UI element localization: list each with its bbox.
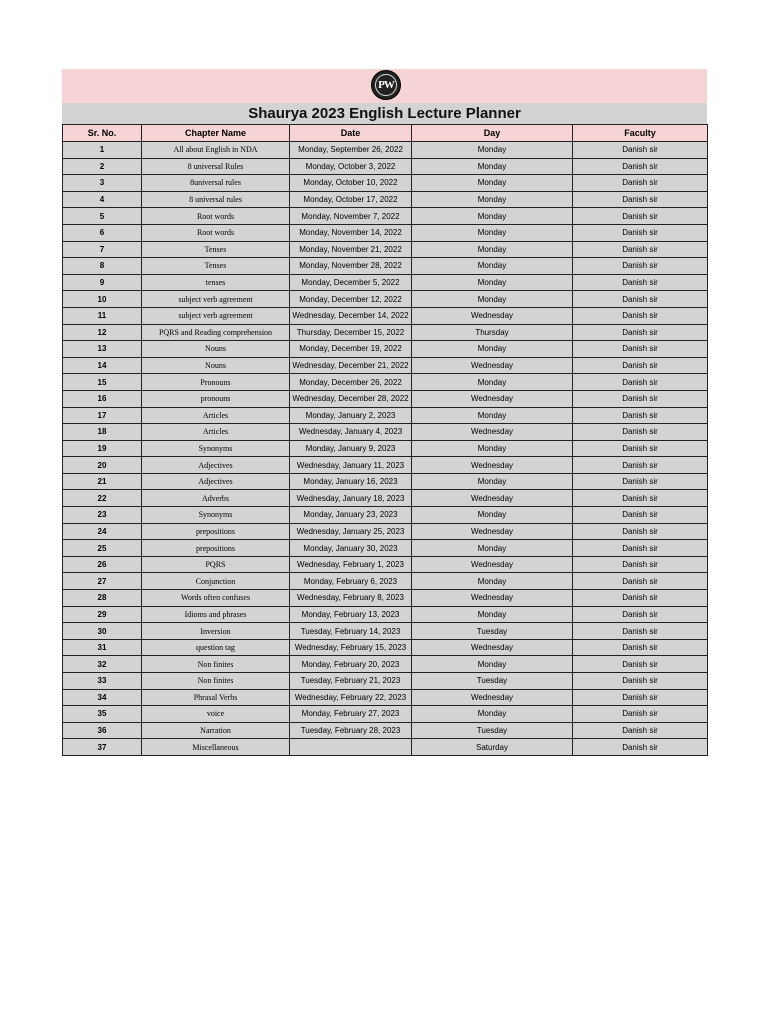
lecture-planner-sheet	[62, 69, 707, 756]
sr-no-cell: 1	[63, 142, 142, 159]
chapter-name-cell: Narration	[142, 722, 290, 739]
day-cell: Tuesday	[412, 623, 573, 640]
table-row	[63, 706, 708, 723]
chapter-name-cell: Articles	[142, 424, 290, 441]
day-cell: Monday	[412, 440, 573, 457]
day-cell: Monday	[412, 158, 573, 175]
table-row	[63, 490, 708, 507]
date-cell: Monday, January 16, 2023	[290, 473, 412, 490]
chapter-name-cell: question tag	[142, 639, 290, 656]
table-row	[63, 673, 708, 690]
chapter-name-cell: Tenses	[142, 241, 290, 258]
sr-no-cell: 9	[63, 274, 142, 291]
chapter-name-cell: Non finites	[142, 673, 290, 690]
faculty-cell: Danish sir	[573, 424, 708, 441]
faculty-cell: Danish sir	[573, 357, 708, 374]
day-cell: Wednesday	[412, 523, 573, 540]
faculty-cell: Danish sir	[573, 208, 708, 225]
table-row	[63, 590, 708, 607]
chapter-name-cell: Phrasal Verbs	[142, 689, 290, 706]
chapter-name-cell: Pronouns	[142, 374, 290, 391]
table-row	[63, 291, 708, 308]
date-cell: Wednesday, January 4, 2023	[290, 424, 412, 441]
table-row	[63, 208, 708, 225]
sr-no-cell: 31	[63, 639, 142, 656]
table-row	[63, 739, 708, 756]
date-cell: Monday, February 13, 2023	[290, 606, 412, 623]
date-cell: Monday, November 14, 2022	[290, 224, 412, 241]
date-cell: Wednesday, December 21, 2022	[290, 357, 412, 374]
sr-no-cell: 8	[63, 258, 142, 275]
date-cell: Monday, December 5, 2022	[290, 274, 412, 291]
chapter-name-cell: 8universal rules	[142, 175, 290, 192]
faculty-cell: Danish sir	[573, 507, 708, 524]
faculty-cell: Danish sir	[573, 142, 708, 159]
table-row	[63, 623, 708, 640]
faculty-cell: Danish sir	[573, 722, 708, 739]
day-cell: Tuesday	[412, 722, 573, 739]
table-row	[63, 158, 708, 175]
chapter-name-cell: 8 universal rules	[142, 191, 290, 208]
sr-no-cell: 26	[63, 556, 142, 573]
faculty-cell: Danish sir	[573, 258, 708, 275]
table-row	[63, 689, 708, 706]
table-row	[63, 374, 708, 391]
sr-no-cell: 6	[63, 224, 142, 241]
table-row	[63, 523, 708, 540]
column-header-sr-no: Sr. No.	[63, 125, 142, 142]
faculty-cell: Danish sir	[573, 224, 708, 241]
sr-no-cell: 23	[63, 507, 142, 524]
chapter-name-cell: Non finites	[142, 656, 290, 673]
chapter-name-cell: PQRS and Reading comprehension	[142, 324, 290, 341]
faculty-cell: Danish sir	[573, 374, 708, 391]
date-cell: Wednesday, February 15, 2023	[290, 639, 412, 656]
faculty-cell: Danish sir	[573, 440, 708, 457]
chapter-name-cell: Idioms and phrases	[142, 606, 290, 623]
day-cell: Wednesday	[412, 457, 573, 474]
faculty-cell: Danish sir	[573, 673, 708, 690]
day-cell: Monday	[412, 473, 573, 490]
date-cell: Wednesday, February 22, 2023	[290, 689, 412, 706]
column-header-chapter-name: Chapter Name	[142, 125, 290, 142]
table-row	[63, 274, 708, 291]
date-cell: Thursday, December 15, 2022	[290, 324, 412, 341]
day-cell: Monday	[412, 241, 573, 258]
faculty-cell: Danish sir	[573, 291, 708, 308]
day-cell: Saturday	[412, 739, 573, 756]
date-cell: Monday, October 10, 2022	[290, 175, 412, 192]
faculty-cell: Danish sir	[573, 175, 708, 192]
lecture-table	[62, 124, 708, 756]
date-cell: Monday, February 6, 2023	[290, 573, 412, 590]
faculty-cell: Danish sir	[573, 656, 708, 673]
day-cell: Monday	[412, 573, 573, 590]
faculty-cell: Danish sir	[573, 158, 708, 175]
sr-no-cell: 19	[63, 440, 142, 457]
table-row	[63, 241, 708, 258]
sr-no-cell: 22	[63, 490, 142, 507]
table-row	[63, 639, 708, 656]
day-cell: Thursday	[412, 324, 573, 341]
table-row	[63, 540, 708, 557]
date-cell: Wednesday, February 8, 2023	[290, 590, 412, 607]
faculty-cell: Danish sir	[573, 191, 708, 208]
chapter-name-cell: Inversion	[142, 623, 290, 640]
chapter-name-cell: 8 universal Rules	[142, 158, 290, 175]
chapter-name-cell: prepositions	[142, 540, 290, 557]
faculty-cell: Danish sir	[573, 307, 708, 324]
faculty-cell: Danish sir	[573, 523, 708, 540]
table-row	[63, 341, 708, 358]
faculty-cell: Danish sir	[573, 573, 708, 590]
date-cell	[290, 739, 412, 756]
day-cell: Monday	[412, 374, 573, 391]
table-row	[63, 573, 708, 590]
table-row	[63, 407, 708, 424]
faculty-cell: Danish sir	[573, 490, 708, 507]
day-cell: Monday	[412, 208, 573, 225]
chapter-name-cell: Root words	[142, 208, 290, 225]
table-row	[63, 440, 708, 457]
chapter-name-cell: Nouns	[142, 357, 290, 374]
chapter-name-cell: Tenses	[142, 258, 290, 275]
table-row	[63, 191, 708, 208]
table-row	[63, 457, 708, 474]
date-cell: Monday, November 7, 2022	[290, 208, 412, 225]
column-header-date: Date	[290, 125, 412, 142]
date-cell: Monday, January 30, 2023	[290, 540, 412, 557]
faculty-cell: Danish sir	[573, 706, 708, 723]
faculty-cell: Danish sir	[573, 341, 708, 358]
day-cell: Wednesday	[412, 424, 573, 441]
sr-no-cell: 3	[63, 175, 142, 192]
sr-no-cell: 35	[63, 706, 142, 723]
date-cell: Wednesday, January 25, 2023	[290, 523, 412, 540]
chapter-name-cell: PQRS	[142, 556, 290, 573]
table-row	[63, 424, 708, 441]
table-row	[63, 473, 708, 490]
sr-no-cell: 25	[63, 540, 142, 557]
date-cell: Monday, November 21, 2022	[290, 241, 412, 258]
sr-no-cell: 32	[63, 656, 142, 673]
date-cell: Wednesday, December 14, 2022	[290, 307, 412, 324]
sr-no-cell: 20	[63, 457, 142, 474]
sr-no-cell: 34	[63, 689, 142, 706]
date-cell: Monday, December 12, 2022	[290, 291, 412, 308]
date-cell: Tuesday, February 14, 2023	[290, 623, 412, 640]
faculty-cell: Danish sir	[573, 407, 708, 424]
day-cell: Monday	[412, 407, 573, 424]
date-cell: Monday, January 9, 2023	[290, 440, 412, 457]
day-cell: Wednesday	[412, 357, 573, 374]
sr-no-cell: 17	[63, 407, 142, 424]
column-header-faculty: Faculty	[573, 125, 708, 142]
sr-no-cell: 11	[63, 307, 142, 324]
day-cell: Monday	[412, 540, 573, 557]
table-row	[63, 556, 708, 573]
day-cell: Monday	[412, 341, 573, 358]
table-row	[63, 142, 708, 159]
day-cell: Wednesday	[412, 689, 573, 706]
sr-no-cell: 30	[63, 623, 142, 640]
faculty-cell: Danish sir	[573, 241, 708, 258]
table-row	[63, 224, 708, 241]
day-cell: Monday	[412, 606, 573, 623]
chapter-name-cell: voice	[142, 706, 290, 723]
date-cell: Monday, January 2, 2023	[290, 407, 412, 424]
faculty-cell: Danish sir	[573, 324, 708, 341]
chapter-name-cell: Miscellaneous	[142, 739, 290, 756]
date-cell: Monday, November 28, 2022	[290, 258, 412, 275]
chapter-name-cell: Root words	[142, 224, 290, 241]
faculty-cell: Danish sir	[573, 274, 708, 291]
sr-no-cell: 24	[63, 523, 142, 540]
table-row	[63, 357, 708, 374]
sr-no-cell: 29	[63, 606, 142, 623]
faculty-cell: Danish sir	[573, 540, 708, 557]
chapter-name-cell: Articles	[142, 407, 290, 424]
sr-no-cell: 18	[63, 424, 142, 441]
date-cell: Tuesday, February 28, 2023	[290, 722, 412, 739]
sr-no-cell: 13	[63, 341, 142, 358]
date-cell: Wednesday, February 1, 2023	[290, 556, 412, 573]
chapter-name-cell: Conjunction	[142, 573, 290, 590]
day-cell: Wednesday	[412, 639, 573, 656]
day-cell: Monday	[412, 191, 573, 208]
day-cell: Wednesday	[412, 307, 573, 324]
sr-no-cell: 36	[63, 722, 142, 739]
sr-no-cell: 2	[63, 158, 142, 175]
sr-no-cell: 16	[63, 390, 142, 407]
chapter-name-cell: Adjectives	[142, 457, 290, 474]
date-cell: Wednesday, December 28, 2022	[290, 390, 412, 407]
date-cell: Monday, October 17, 2022	[290, 191, 412, 208]
date-cell: Wednesday, January 11, 2023	[290, 457, 412, 474]
day-cell: Monday	[412, 224, 573, 241]
table-row	[63, 390, 708, 407]
faculty-cell: Danish sir	[573, 457, 708, 474]
day-cell: Tuesday	[412, 673, 573, 690]
faculty-cell: Danish sir	[573, 473, 708, 490]
date-cell: Monday, September 26, 2022	[290, 142, 412, 159]
date-cell: Monday, December 26, 2022	[290, 374, 412, 391]
chapter-name-cell: prepositions	[142, 523, 290, 540]
sr-no-cell: 33	[63, 673, 142, 690]
sr-no-cell: 12	[63, 324, 142, 341]
day-cell: Monday	[412, 706, 573, 723]
table-row	[63, 307, 708, 324]
sr-no-cell: 15	[63, 374, 142, 391]
date-cell: Monday, December 19, 2022	[290, 341, 412, 358]
sr-no-cell: 21	[63, 473, 142, 490]
sr-no-cell: 5	[63, 208, 142, 225]
faculty-cell: Danish sir	[573, 639, 708, 656]
table-row	[63, 722, 708, 739]
day-cell: Monday	[412, 507, 573, 524]
chapter-name-cell: Adverbs	[142, 490, 290, 507]
table-row	[63, 606, 708, 623]
faculty-cell: Danish sir	[573, 390, 708, 407]
table-row	[63, 507, 708, 524]
chapter-name-cell: Words often confuses	[142, 590, 290, 607]
date-cell: Monday, January 23, 2023	[290, 507, 412, 524]
day-cell: Monday	[412, 274, 573, 291]
page-title: Shaurya 2023 English Lecture Planner	[62, 103, 707, 124]
table-header-row	[63, 125, 708, 142]
chapter-name-cell: Adjectives	[142, 473, 290, 490]
chapter-name-cell: Synonyms	[142, 440, 290, 457]
day-cell: Wednesday	[412, 490, 573, 507]
chapter-name-cell: Nouns	[142, 341, 290, 358]
date-cell: Monday, February 20, 2023	[290, 656, 412, 673]
sr-no-cell: 7	[63, 241, 142, 258]
date-cell: Monday, October 3, 2022	[290, 158, 412, 175]
date-cell: Wednesday, January 18, 2023	[290, 490, 412, 507]
pw-logo	[371, 70, 401, 100]
sr-no-cell: 28	[63, 590, 142, 607]
faculty-cell: Danish sir	[573, 739, 708, 756]
day-cell: Wednesday	[412, 590, 573, 607]
day-cell: Monday	[412, 656, 573, 673]
chapter-name-cell: subject verb agreement	[142, 291, 290, 308]
day-cell: Monday	[412, 142, 573, 159]
faculty-cell: Danish sir	[573, 606, 708, 623]
table-row	[63, 656, 708, 673]
date-cell: Tuesday, February 21, 2023	[290, 673, 412, 690]
chapter-name-cell: tenses	[142, 274, 290, 291]
sr-no-cell: 27	[63, 573, 142, 590]
chapter-name-cell: subject verb agreement	[142, 307, 290, 324]
day-cell: Wednesday	[412, 390, 573, 407]
chapter-name-cell: pronouns	[142, 390, 290, 407]
table-row	[63, 324, 708, 341]
sr-no-cell: 37	[63, 739, 142, 756]
faculty-cell: Danish sir	[573, 590, 708, 607]
day-cell: Monday	[412, 175, 573, 192]
faculty-cell: Danish sir	[573, 623, 708, 640]
faculty-cell: Danish sir	[573, 689, 708, 706]
date-cell: Monday, February 27, 2023	[290, 706, 412, 723]
logo-band	[62, 69, 707, 103]
table-row	[63, 258, 708, 275]
column-header-day: Day	[412, 125, 573, 142]
sr-no-cell: 4	[63, 191, 142, 208]
table-row	[63, 175, 708, 192]
day-cell: Monday	[412, 258, 573, 275]
logo-text: PW	[378, 79, 394, 91]
table-body	[63, 142, 708, 756]
chapter-name-cell: Synonyms	[142, 507, 290, 524]
sr-no-cell: 14	[63, 357, 142, 374]
day-cell: Monday	[412, 291, 573, 308]
faculty-cell: Danish sir	[573, 556, 708, 573]
sr-no-cell: 10	[63, 291, 142, 308]
day-cell: Wednesday	[412, 556, 573, 573]
chapter-name-cell: All about English in NDA	[142, 142, 290, 159]
